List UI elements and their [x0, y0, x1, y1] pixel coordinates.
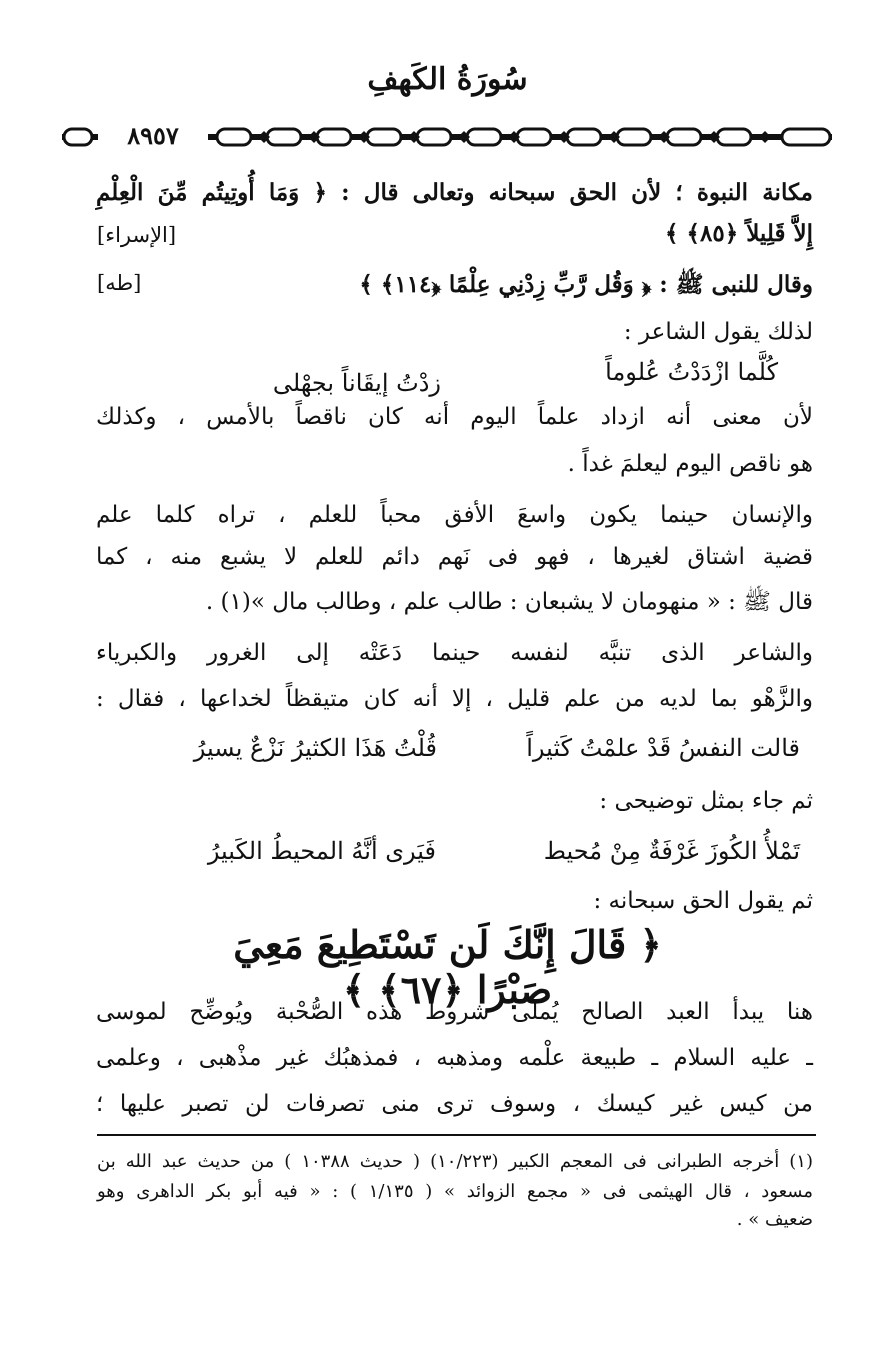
body-line-3: وقال للنبى ﷺ : ﴿ وَقُل رَّبِّ زِدْنِي عِلْمًا ﴿١١٤﴾ ﴾: [359, 271, 813, 298]
body-line-11: والزَّهْو بما لديه من علم قليل ، إلا أنه كان متيقظاً لخداعها ، فقال :: [96, 686, 813, 712]
body-line-14: هنا يبدأ العبد الصالح يُملى شروط هذه الصُّحْبة ويُوضِّح لموسى: [96, 999, 813, 1025]
footnote-divider: [97, 1134, 816, 1136]
poem-3-right-hemistich: تَمْلأُ الكُوزَ غَرْفَةٌ مِنْ مُحيط: [543, 837, 800, 865]
quran-verse: ﴿ قَالَ إِنَّكَ لَن تَسْتَطِيعَ مَعِيَ صَبْرًا ﴿٦٧﴾ ﴾: [233, 922, 662, 1012]
footnote-line-2: مسعود ، قال الهيثمى فى « مجمع الزوائد » ( ١/١٣٥ ) : « فيه أبو بكر الداهرى وهو: [97, 1181, 813, 1202]
poem-2-right-hemistich: قالت النفسُ قَدْ علمْتُ كَثيراً: [526, 734, 800, 762]
poem-1-right-hemistich: كُلَّما ازْدَدْتُ عُلوماً: [605, 358, 778, 386]
body-line-8: قضية اشتاق لغيرها ، فهو فى نَهم دائم للعلم لا يشبع منه ، كما: [96, 544, 813, 570]
body-line-1: مكانة النبوة ؛ لأن الحق سبحانه وتعالى قال : ﴿ وَمَا أُوتِيتُم مِّنَ الْعِلْمِ: [96, 179, 813, 206]
body-line-16: من كيس غير كيسك ، وسوف ترى منى تصرفات لن تصبر عليها ؛: [96, 1091, 813, 1117]
body-line-9: قال ﷺ : « منهومان لا يشبعان : طالب علم ، وطالب مال »(١) .: [205, 589, 813, 615]
body-line-13: ثم يقول الحق سبحانه :: [593, 888, 813, 914]
body-line-7: والإنسان حينما يكون واسعَ الأفق محباً للعلم ، تراه كلما علم: [96, 502, 813, 528]
footnote-line-3: ضعيف » .: [736, 1209, 813, 1230]
surah-title: سُورَةُ الكَهفِ: [367, 62, 528, 97]
poem-3-left-hemistich: فَيَرى أنَّهُ المحيطُ الكَبيرُ: [207, 837, 436, 865]
body-line-2: إِلاَّ قَلِيلاً ﴿٨٥﴾ ﴾: [665, 220, 813, 247]
body-line-6: هو ناقص اليوم ليعلمَ غداً .: [567, 451, 813, 477]
surah-reference-isra: [الإسراء]: [97, 223, 177, 247]
body-line-10: والشاعر الذى تنبَّه لنفسه حينما دَعَتْه إلى الغرور والكبرياء: [96, 640, 813, 666]
body-line-5: لأن معنى أنه ازداد علماً اليوم أنه كان ناقصاً بالأمس ، وكذلك: [96, 404, 813, 430]
body-line-15: ـ عليه السلام ـ طبيعة علْمه ومذهبه ، فمذهبُك غير مذْهبى ، وعلمى: [96, 1045, 813, 1071]
footnote-line-1: (١) أخرجه الطبرانى فى المعجم الكبير (١٠/٢٢٣) ( حديث ١٠٣٨٨ ) من حديث عبد الله بن: [97, 1151, 813, 1172]
body-line-12: ثم جاء بمثل توضيحى :: [599, 788, 813, 814]
poem-1-left-hemistich: زدْتُ إيقَاناً بجهْلى: [272, 369, 441, 397]
body-line-4: لذلك يقول الشاعر :: [623, 319, 813, 345]
page-number: ٨٩٥٧: [98, 121, 208, 151]
poem-2-left-hemistich: قُلْتُ هَذَا الكثيرُ نَزْعٌ يسيرُ: [193, 734, 437, 762]
surah-reference-taha: [طه]: [97, 271, 142, 295]
